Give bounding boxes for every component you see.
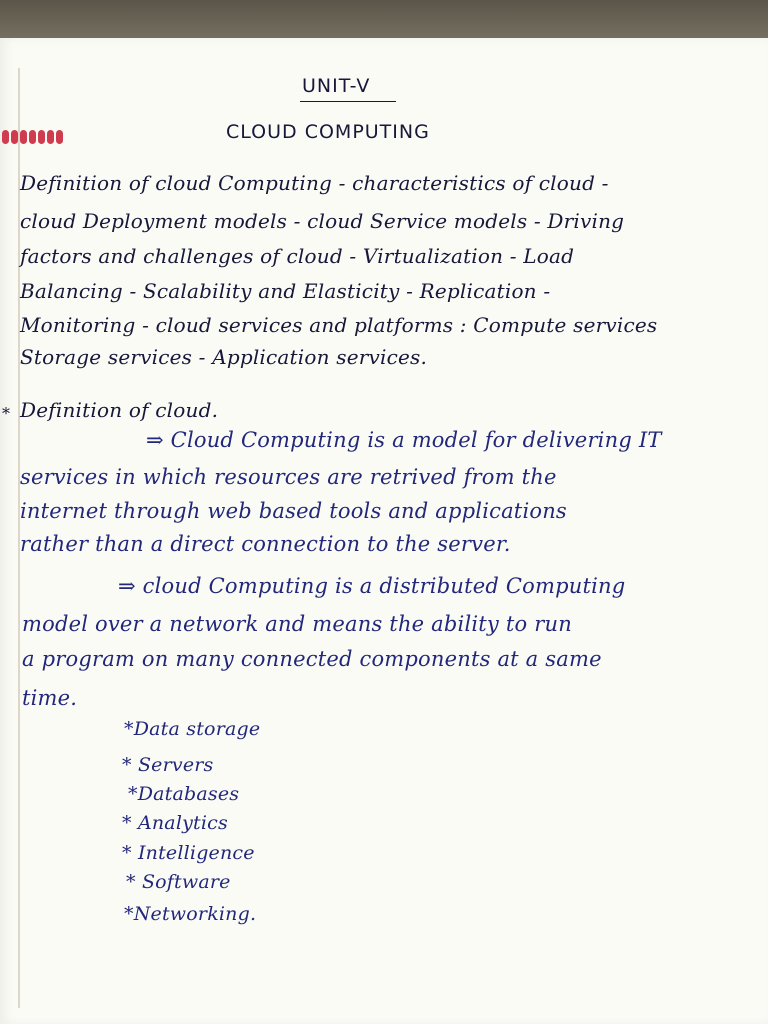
list-item: *Networking.	[124, 903, 257, 925]
list-item: *Data storage	[124, 718, 261, 740]
list-item: * Analytics	[122, 812, 228, 834]
unit-underline	[300, 101, 396, 102]
paragraph-line: model over a network and means the ability to run	[22, 612, 572, 636]
paragraph-line: time.	[22, 686, 78, 710]
syllabus-line: cloud Deployment models - cloud Service models - Driving	[20, 209, 625, 233]
paragraph-line: ⇒ cloud Computing is a distributed Computing	[118, 574, 626, 598]
paragraph-line: internet through web based tools and applications	[20, 499, 567, 523]
paragraph-line: rather than a direct connection to the server.	[20, 532, 511, 556]
section-heading: Definition of cloud.	[20, 398, 219, 422]
paragraph-line: services in which resources are retrived from the	[20, 465, 557, 489]
paragraph-line: ⇒ Cloud Computing is a model for delivering IT	[146, 428, 662, 452]
list-item: * Software	[126, 871, 231, 893]
page-title: CLOUD COMPUTING	[226, 121, 430, 143]
unit-heading: UNIT-V	[302, 75, 371, 97]
syllabus-line: Balancing - Scalability and Elasticity - Replication -	[20, 279, 551, 303]
list-item: *Databases	[128, 783, 240, 805]
syllabus-line: Storage services - Application services.	[20, 345, 428, 369]
syllabus-line: Monitoring - cloud services and platforms : Compute services	[20, 313, 658, 337]
list-item: * Servers	[122, 754, 214, 776]
paragraph-line: a program on many connected components at a same	[22, 647, 602, 671]
list-item: * Intelligence	[122, 842, 255, 864]
syllabus-line: factors and challenges of cloud - Virtualization - Load	[20, 244, 575, 268]
syllabus-line: Definition of cloud Computing - characteristics of cloud -	[20, 171, 609, 195]
section-bullet: *	[2, 404, 10, 423]
